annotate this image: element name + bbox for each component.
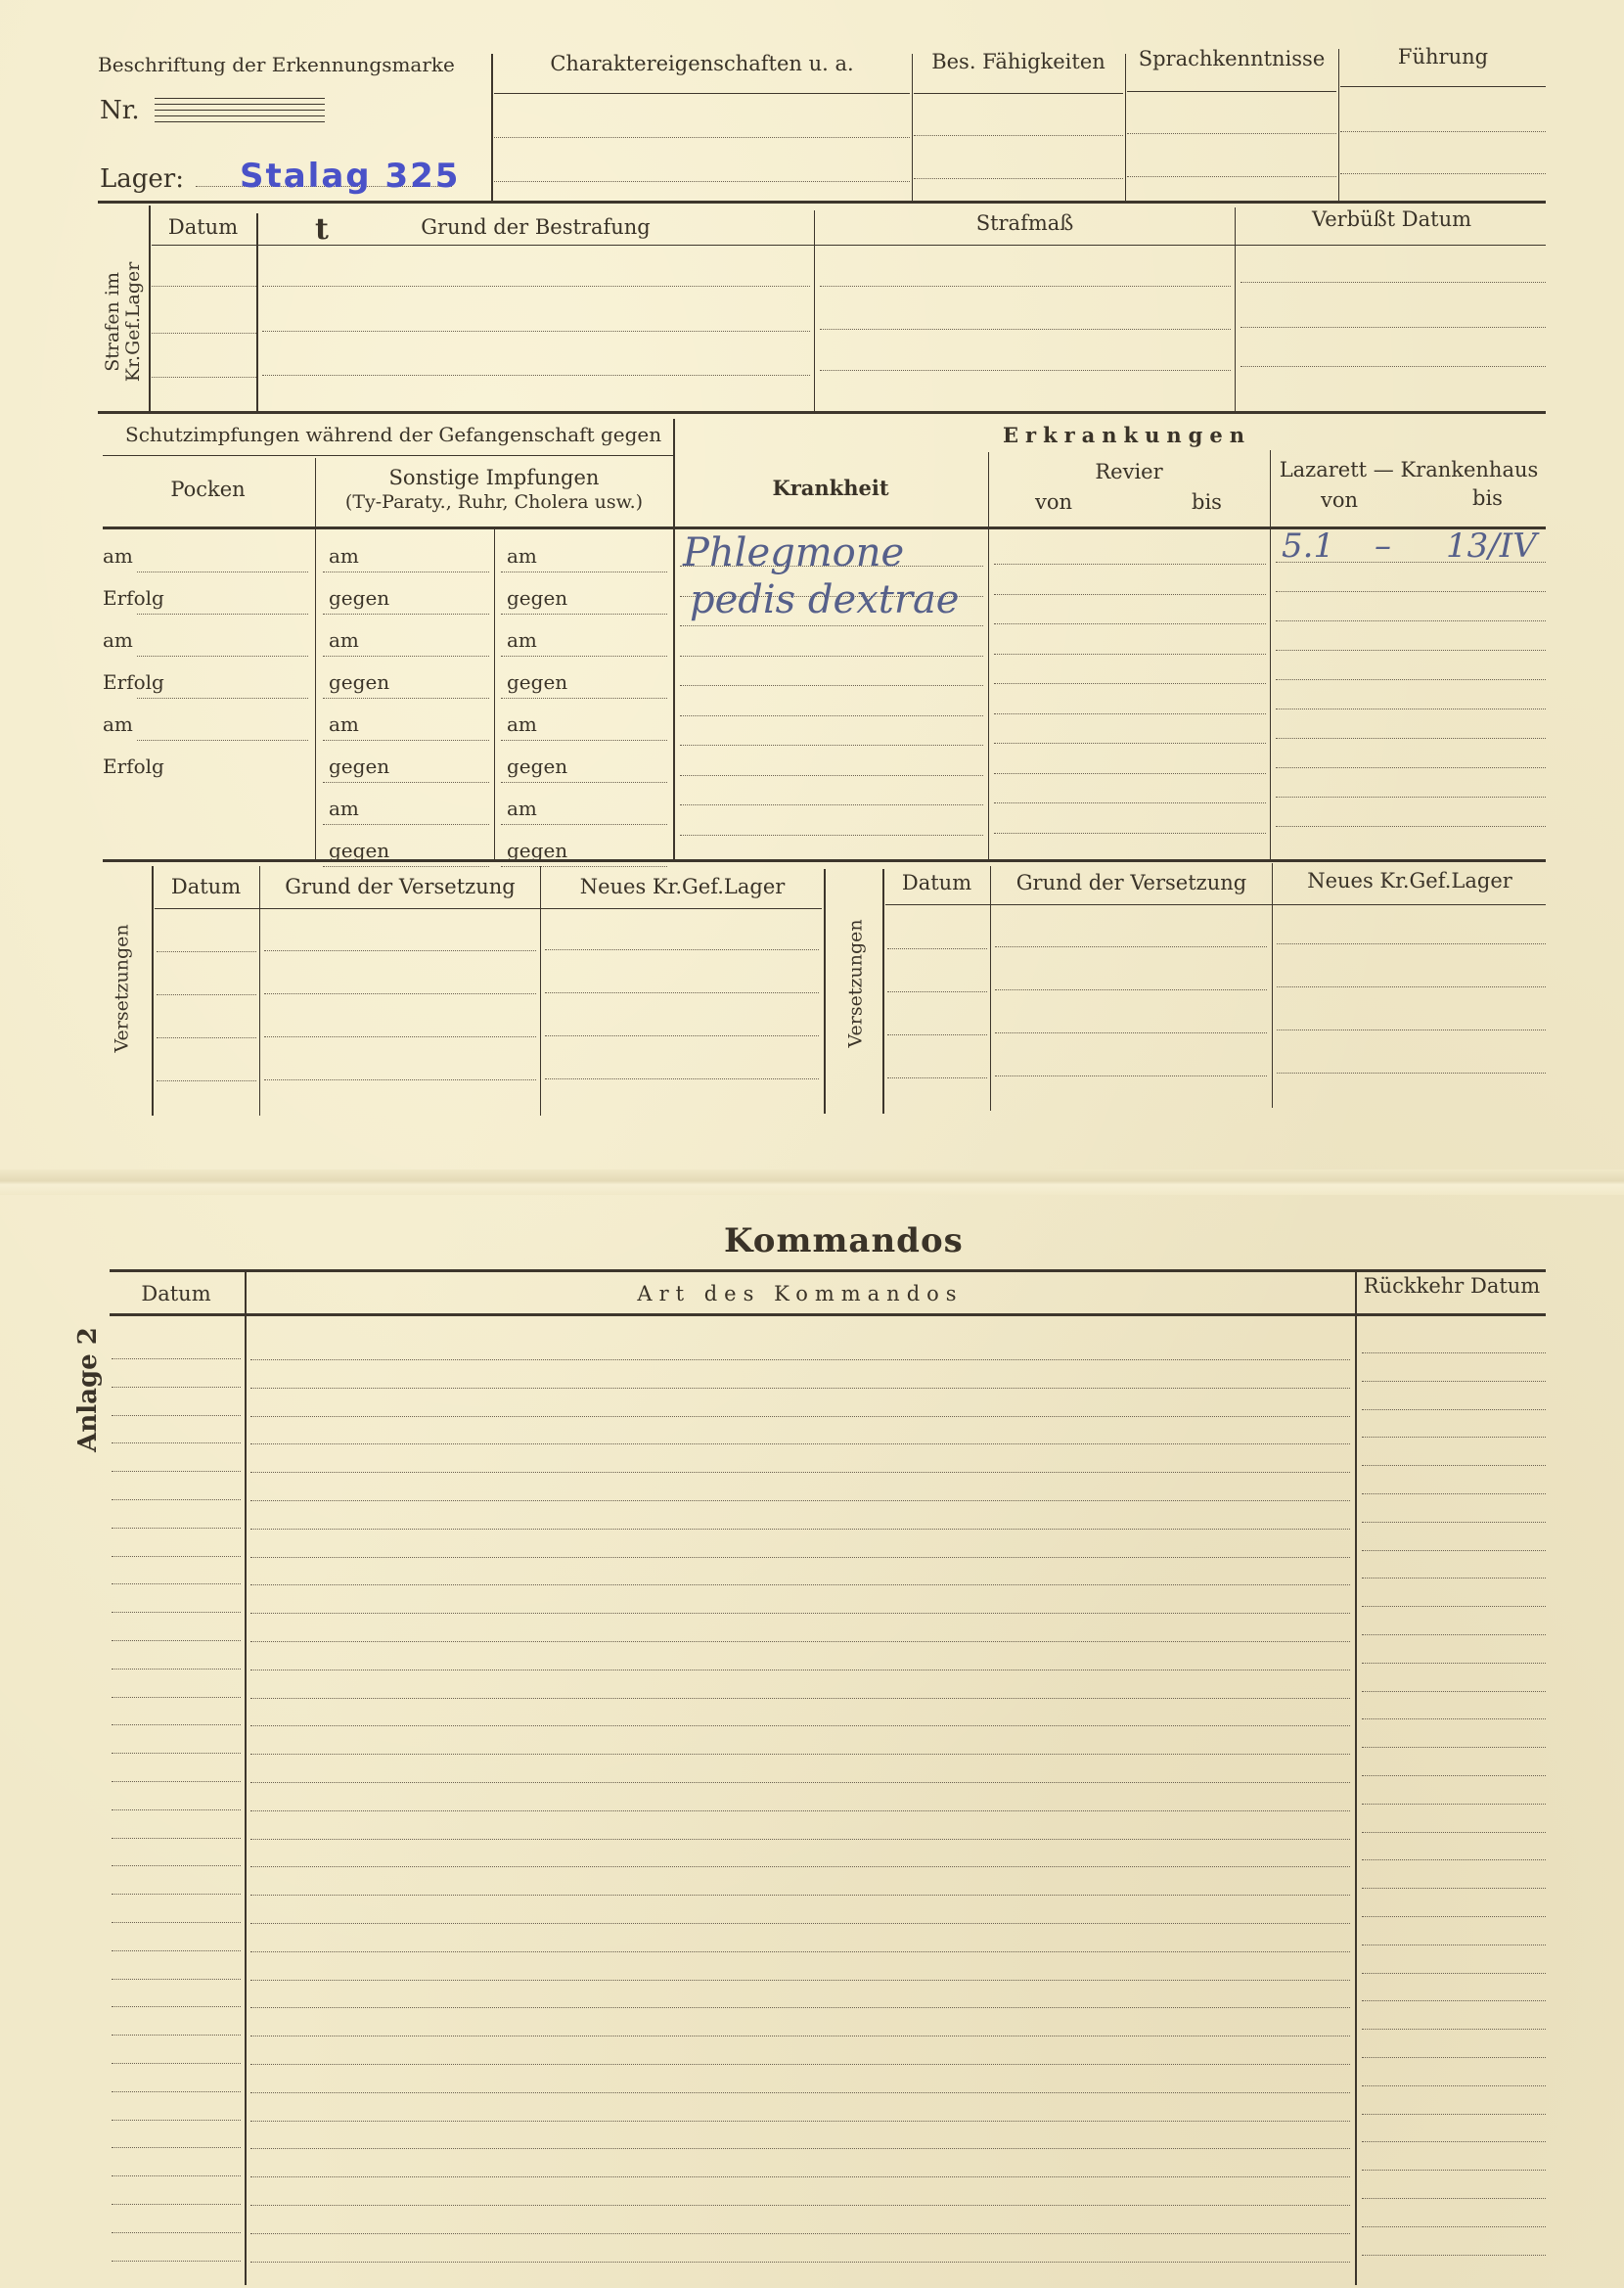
fuehrung-label: Führung — [1397, 45, 1489, 69]
impfung-row-label: Erfolg — [103, 670, 164, 694]
row-line — [137, 740, 308, 741]
row-line — [112, 2120, 241, 2121]
impfung-row-label: gegen — [507, 670, 568, 694]
row-line — [250, 1641, 1350, 1642]
row-line — [501, 782, 667, 783]
row-line — [250, 1895, 1350, 1896]
row-line — [1362, 1888, 1546, 1889]
strafen-grund-label: Grund der Bestrafung — [421, 215, 651, 239]
erkrankungen-title: Erkrankungen — [1003, 423, 1251, 447]
strafen-row-line — [262, 286, 810, 287]
header-row-line — [1127, 176, 1336, 177]
kommandos-header-line — [110, 1313, 1546, 1316]
row-line — [887, 991, 987, 992]
row-line — [112, 1838, 241, 1839]
row-line — [545, 949, 819, 950]
impfung-row-label: am — [329, 712, 359, 736]
row-line — [112, 2232, 241, 2233]
sonstige-sub-label: (Ty-Paraty., Ruhr, Cholera usw.) — [344, 491, 644, 513]
row-line — [1362, 1409, 1546, 1410]
row-line — [250, 1725, 1350, 1726]
row-line — [137, 698, 308, 699]
handwritten-lazarett-von: 5.1 — [1282, 526, 1335, 566]
row-line — [112, 1499, 241, 1500]
row-line — [1276, 738, 1546, 739]
kommandos-divider — [245, 1272, 247, 2285]
row-line — [112, 1669, 241, 1670]
header-divider — [491, 54, 493, 201]
row-line — [250, 1557, 1350, 1558]
row-line — [1362, 1916, 1546, 1917]
row-line — [1362, 2170, 1546, 2171]
header-row-line — [1340, 86, 1546, 87]
versetzungen-side-label-left: Versetzungen — [111, 924, 133, 1053]
row-line — [112, 1583, 241, 1584]
impfung-row-label: am — [507, 544, 537, 568]
row-line — [501, 614, 667, 615]
header-row-line — [1340, 173, 1546, 174]
row-line — [1362, 1522, 1546, 1523]
row-line — [1362, 1832, 1546, 1833]
lazarett-label: Lazarett — Krankenhaus — [1279, 458, 1539, 481]
row-line — [887, 948, 987, 949]
row-line — [1362, 2057, 1546, 2058]
strafen-divider — [149, 206, 151, 413]
row-line — [323, 866, 489, 867]
impfungen-divider — [315, 458, 316, 861]
header-row-line — [1127, 133, 1336, 134]
row-line — [1276, 826, 1546, 827]
row-line — [157, 1080, 256, 1081]
impfung-row-label: gegen — [507, 839, 568, 862]
row-line — [157, 1037, 256, 1038]
versetzungen-divider — [540, 866, 541, 1116]
row-line — [501, 740, 667, 741]
row-line — [1276, 620, 1546, 621]
row-line — [994, 802, 1266, 803]
row-line — [1277, 986, 1546, 987]
handwritten-krankheit-1: Phlegmone — [683, 530, 905, 575]
row-line — [112, 1809, 241, 1810]
row-line — [112, 1894, 241, 1895]
impfung-row-label: am — [329, 797, 359, 820]
row-line — [250, 1388, 1350, 1389]
row-line — [250, 1839, 1350, 1840]
header-row-line — [914, 135, 1123, 136]
nr-label: Nr. — [100, 96, 140, 125]
impfung-row-label: am — [329, 628, 359, 652]
impfungen-title-line — [103, 455, 673, 456]
row-line — [1277, 1073, 1546, 1074]
row-line — [1362, 2114, 1546, 2115]
row-line — [501, 824, 667, 825]
erkrankungen-divider — [988, 452, 989, 861]
row-line — [250, 2092, 1350, 2093]
krankheit-label: Krankheit — [772, 476, 889, 500]
header-divider — [1125, 54, 1126, 201]
row-line — [112, 2204, 241, 2205]
strafen-datum-label: Datum — [167, 215, 239, 239]
row-line — [1276, 767, 1546, 768]
row-line — [112, 1528, 241, 1529]
impfung-row-label: Erfolg — [103, 586, 164, 610]
pocken-label: Pocken — [170, 478, 246, 501]
row-line — [250, 1613, 1350, 1614]
impfungen-title: Schutzimpfungen während der Gefangenschaft gegen — [125, 423, 662, 446]
strafen-divider — [256, 213, 258, 413]
paper-fold — [0, 1169, 1624, 1195]
header-row-line — [1340, 131, 1546, 132]
row-line — [112, 1387, 241, 1388]
impfung-row-label: gegen — [329, 839, 390, 862]
strafen-row-line — [820, 370, 1231, 371]
header-row-line — [494, 137, 910, 138]
lager-stamp: Stalag 325 — [240, 157, 461, 196]
impfung-row-label: am — [103, 712, 133, 736]
versetzungen-datum-label: Datum — [170, 875, 242, 898]
impfung-row-label: am — [507, 797, 537, 820]
row-line — [1362, 1804, 1546, 1805]
section-divider — [103, 859, 1546, 862]
row-line — [1362, 1973, 1546, 1974]
kommandos-datum-label: Datum — [141, 1282, 211, 1305]
row-line — [112, 2147, 241, 2148]
row-line — [887, 1034, 987, 1035]
row-line — [1362, 1634, 1546, 1635]
row-line — [264, 993, 536, 994]
row-line — [323, 614, 489, 615]
impfungen-divider — [494, 528, 495, 861]
row-line — [250, 1500, 1350, 1501]
row-line — [112, 1442, 241, 1443]
row-line — [1362, 2255, 1546, 2256]
row-line — [1362, 1859, 1546, 1860]
row-line — [995, 1032, 1267, 1033]
row-line — [112, 1922, 241, 1923]
anlage-side-label: Anlage 2 — [73, 1327, 103, 1452]
strafen-row-line — [262, 375, 810, 376]
row-line — [680, 685, 983, 686]
row-line — [545, 1035, 819, 1036]
impfung-row-label: am — [103, 544, 133, 568]
versetzungen-neues-label: Neues Kr.Gef.Lager — [579, 875, 786, 898]
handwritten-lazarett-dash: – — [1375, 526, 1391, 566]
header-row-line — [494, 181, 910, 182]
strafen-row-line — [820, 286, 1231, 287]
handwritten-krankheit-2: pedis dextrae — [690, 577, 960, 622]
nr-line — [155, 98, 325, 99]
impfung-row-label: gegen — [507, 586, 568, 610]
row-line — [1276, 679, 1546, 680]
strafen-row-line — [1241, 282, 1546, 283]
row-line — [994, 594, 1266, 595]
versetzungen-side-label-right: Versetzungen — [844, 919, 867, 1048]
row-line — [995, 1075, 1267, 1076]
row-line — [250, 2148, 1350, 2149]
strafen-side-label: Strafen im Kr.Gef.Lager — [102, 261, 144, 383]
row-line — [250, 1584, 1350, 1585]
nr-line — [155, 121, 325, 122]
versetzungen-divider — [990, 866, 991, 1111]
row-line — [323, 782, 489, 783]
row-line — [680, 745, 983, 746]
nr-line — [155, 115, 325, 116]
row-line — [994, 713, 1266, 714]
strafen-row-line — [152, 286, 256, 287]
row-line — [112, 2261, 241, 2262]
kommandos-title: Kommandos — [724, 1221, 964, 1260]
row-line — [1362, 1493, 1546, 1494]
row-line — [1362, 1747, 1546, 1748]
row-line — [250, 2007, 1350, 2008]
row-line — [250, 1443, 1350, 1444]
row-line — [112, 1612, 241, 1613]
row-line — [250, 1529, 1350, 1530]
faehigkeiten-label: Bes. Fähigkeiten — [931, 50, 1105, 73]
versetzungen-divider — [1272, 863, 1273, 1108]
row-line — [1276, 650, 1546, 651]
kommandos-divider — [1355, 1272, 1357, 2285]
row-line — [994, 623, 1266, 624]
row-line — [112, 1697, 241, 1698]
row-line — [680, 625, 983, 626]
strafen-row-line — [1241, 327, 1546, 328]
impfung-row-label: am — [507, 628, 537, 652]
strafen-row-line — [262, 331, 810, 332]
row-line — [1362, 1352, 1546, 1353]
impfung-row-label: am — [507, 712, 537, 736]
row-line — [112, 1865, 241, 1866]
impfung-row-label: am — [329, 544, 359, 568]
row-line — [1362, 1718, 1546, 1719]
row-line — [112, 1471, 241, 1472]
header-row-line — [1127, 91, 1336, 92]
strafen-row-line — [152, 333, 256, 334]
sonstige-label: Sonstige Impfungen — [388, 466, 600, 489]
row-line — [250, 1923, 1350, 1924]
impfung-row-label: Erfolg — [103, 755, 164, 778]
row-line — [323, 656, 489, 657]
row-line — [994, 743, 1266, 744]
versetzungen-divider — [882, 869, 884, 1114]
row-line — [250, 1980, 1350, 1981]
row-line — [157, 951, 256, 952]
nr-line — [155, 104, 325, 105]
row-line — [250, 1782, 1350, 1783]
sprach-label: Sprachkenntnisse — [1138, 47, 1326, 70]
row-line — [112, 2063, 241, 2064]
revier-label: Revier — [1095, 460, 1163, 483]
versetzungen-grund-label: Grund der Versetzung — [285, 875, 516, 898]
row-line — [501, 866, 667, 867]
row-line — [112, 1640, 241, 1641]
row-line — [250, 1472, 1350, 1473]
section-divider — [98, 411, 1546, 414]
row-line — [112, 1979, 241, 1980]
verbuesst-label: Verbüßt Datum — [1311, 207, 1472, 231]
row-line — [250, 1359, 1350, 1360]
header-divider — [912, 54, 913, 201]
row-line — [250, 1866, 1350, 1867]
versetzungen-datum-label: Datum — [901, 871, 972, 894]
row-line — [1277, 943, 1546, 944]
header-row-line — [494, 93, 910, 94]
row-line — [323, 698, 489, 699]
row-line — [112, 1753, 241, 1754]
row-line — [680, 835, 983, 836]
row-line — [323, 824, 489, 825]
row-line — [1362, 2141, 1546, 2142]
row-line — [137, 656, 308, 657]
versetzungen-neues-label: Neues Kr.Gef.Lager — [1307, 869, 1512, 892]
versetzungen-header-line — [885, 904, 1546, 905]
row-line — [680, 656, 983, 657]
row-line — [501, 698, 667, 699]
strafen-row-line — [1241, 366, 1546, 367]
row-line — [112, 2035, 241, 2036]
row-line — [1276, 591, 1546, 592]
row-line — [112, 1415, 241, 1416]
versetzungen-divider — [259, 866, 260, 1116]
lager-label: Lager: — [100, 164, 184, 194]
row-line — [250, 2205, 1350, 2206]
row-line — [1362, 1606, 1546, 1607]
row-line — [264, 1036, 536, 1037]
erkrankungen-divider — [1270, 450, 1271, 861]
row-line — [250, 2262, 1350, 2263]
row-line — [995, 946, 1267, 947]
versetzungen-grund-label: Grund der Versetzung — [1015, 871, 1247, 894]
impfung-row-label: gegen — [329, 755, 390, 778]
row-line — [264, 1079, 536, 1080]
row-line — [250, 2233, 1350, 2234]
strafen-mark: t — [315, 212, 329, 247]
kommandos-art-label: Art des Kommandos — [637, 1282, 964, 1305]
row-line — [501, 656, 667, 657]
row-line — [995, 989, 1267, 990]
row-line — [887, 1077, 987, 1078]
row-line — [264, 950, 536, 951]
charakter-label: Charaktereigenschaften u. a. — [550, 52, 854, 75]
row-line — [1362, 1775, 1546, 1776]
row-line — [112, 2091, 241, 2092]
row-line — [1362, 1381, 1546, 1382]
row-line — [250, 2121, 1350, 2122]
beschriftung-label: Beschriftung der Erkennungsmarke — [98, 53, 455, 76]
strafen-row-line — [152, 377, 256, 378]
row-line — [994, 654, 1266, 655]
header-row-line — [914, 178, 1123, 179]
row-line — [250, 2176, 1350, 2177]
strafen-divider — [1235, 207, 1236, 413]
strafmass-label: Strafmaß — [975, 211, 1074, 235]
row-line — [112, 2006, 241, 2007]
row-line — [1362, 2198, 1546, 2199]
section-divider — [98, 201, 1546, 204]
strafen-header-line — [152, 245, 1546, 246]
row-line — [1362, 2226, 1546, 2227]
row-line — [994, 773, 1266, 774]
row-line — [1362, 2085, 1546, 2086]
strafen-row-line — [820, 329, 1231, 330]
kommandos-top-line — [110, 1269, 1546, 1272]
row-line — [994, 564, 1266, 565]
row-line — [1362, 1691, 1546, 1692]
row-line — [680, 775, 983, 776]
versetzungen-divider — [152, 866, 154, 1116]
row-line — [112, 1556, 241, 1557]
row-line — [157, 994, 256, 995]
revier-bis-label: bis — [1192, 490, 1222, 514]
row-line — [994, 833, 1266, 834]
lazarett-von-label: von — [1321, 488, 1359, 512]
versetzungen-divider — [824, 869, 826, 1114]
row-line — [680, 804, 983, 805]
row-line — [250, 1951, 1350, 1952]
row-line — [1362, 2000, 1546, 2001]
handwritten-lazarett-bis: 13/IV — [1446, 526, 1537, 566]
versetzungen-header-line — [155, 908, 822, 909]
revier-von-label: von — [1035, 490, 1073, 514]
row-line — [137, 614, 308, 615]
row-line — [545, 1078, 819, 1079]
nr-line — [155, 110, 325, 111]
row-line — [112, 1950, 241, 1951]
impfung-row-label: am — [103, 628, 133, 652]
row-line — [112, 1724, 241, 1725]
row-line — [112, 1358, 241, 1359]
row-line — [250, 2064, 1350, 2065]
row-line — [250, 1754, 1350, 1755]
row-line — [1362, 1465, 1546, 1466]
impfung-row-label: gegen — [507, 755, 568, 778]
row-line — [994, 683, 1266, 684]
kommandos-rueckkehr-label: Rückkehr Datum — [1363, 1274, 1541, 1298]
row-line — [250, 1810, 1350, 1811]
row-line — [1362, 1437, 1546, 1438]
row-line — [1362, 1550, 1546, 1551]
lazarett-bis-label: bis — [1472, 486, 1503, 510]
row-line — [250, 1698, 1350, 1699]
row-line — [250, 1416, 1350, 1417]
impfung-row-label: gegen — [329, 670, 390, 694]
row-line — [1362, 1578, 1546, 1579]
header-row-line — [914, 93, 1123, 94]
row-line — [112, 1781, 241, 1782]
row-line — [112, 2175, 241, 2176]
impfung-row-label: gegen — [329, 586, 390, 610]
row-line — [545, 992, 819, 993]
row-line — [680, 715, 983, 716]
header-divider — [1338, 49, 1339, 201]
strafen-divider — [814, 210, 815, 413]
row-line — [1362, 1663, 1546, 1664]
row-line — [1362, 2029, 1546, 2030]
row-line — [1276, 797, 1546, 798]
row-line — [323, 740, 489, 741]
